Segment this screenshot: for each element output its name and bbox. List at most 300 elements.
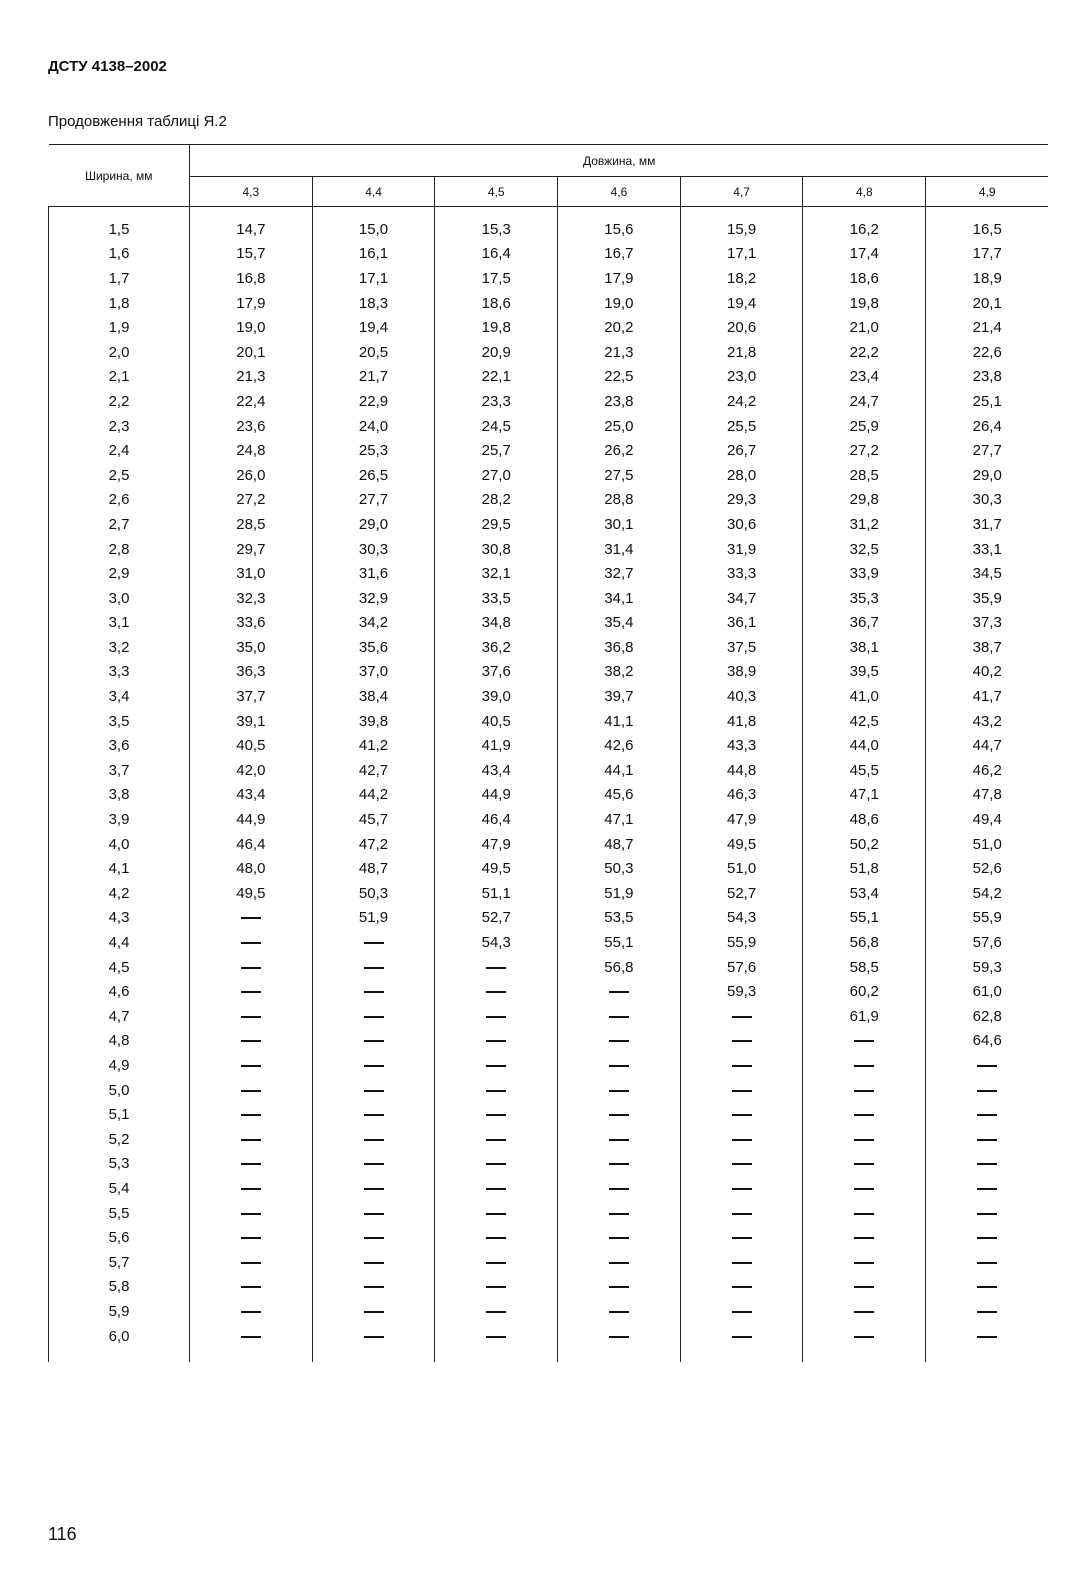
empty-cell <box>680 1102 803 1127</box>
document-code: ДСТУ 4138–2002 <box>48 58 167 75</box>
width-cell: 3,0 <box>49 586 190 611</box>
table-row <box>49 242 1049 267</box>
value-cell: 39,1 <box>190 709 313 734</box>
table-row <box>49 315 1049 340</box>
value-cell: 49,4 <box>972 811 1002 829</box>
value-cell: 21,8 <box>680 340 803 365</box>
dash-mark <box>364 1188 384 1190</box>
value-cell: 46,4 <box>435 807 558 832</box>
value-cell: 41,8 <box>680 709 803 734</box>
value-cell: 24,7 <box>803 389 926 414</box>
length-column-header: Довжина, мм <box>190 145 1049 177</box>
value-cell: 36,1 <box>680 611 803 636</box>
value-cell: 34,2 <box>312 611 435 636</box>
value-cell: 16,4 <box>435 242 558 267</box>
dash-mark <box>364 942 384 944</box>
value-cell: 28,5 <box>190 512 313 537</box>
value-cell: 55,9 <box>972 909 1002 927</box>
empty-cell <box>190 1250 313 1275</box>
dash-mark <box>854 1311 874 1313</box>
empty-cell <box>926 1102 1049 1127</box>
empty-cell <box>190 1004 313 1029</box>
value-cell: 28,8 <box>558 488 681 513</box>
dash-mark <box>364 1262 384 1264</box>
empty-cell <box>558 1152 681 1177</box>
value-cell: 30,3 <box>312 537 435 562</box>
table-row <box>49 1004 1049 1029</box>
table-row <box>49 635 1049 660</box>
empty-cell <box>190 1225 313 1250</box>
value-cell: 22,1 <box>435 365 558 390</box>
dash-mark <box>364 1336 384 1338</box>
dash-mark <box>241 1090 261 1092</box>
dash-mark <box>609 1040 629 1042</box>
value-cell: 62,8 <box>972 1007 1002 1025</box>
empty-cell <box>435 1201 558 1226</box>
dash-mark <box>241 1139 261 1141</box>
value-cell: 15,7 <box>190 242 313 267</box>
value-cell: 24,5 <box>435 414 558 439</box>
value-cell: 39,7 <box>558 684 681 709</box>
table-row <box>49 979 1049 1004</box>
dash-mark <box>364 967 384 969</box>
value-cell: 19,4 <box>680 291 803 316</box>
dash-mark <box>977 1213 997 1215</box>
dash-mark <box>977 1188 997 1190</box>
table-row <box>49 807 1049 832</box>
value-cell: 19,4 <box>312 315 435 340</box>
empty-cell <box>803 1201 926 1226</box>
empty-cell <box>312 1029 435 1054</box>
value-cell: 26,5 <box>312 463 435 488</box>
padding-cell <box>558 1348 681 1362</box>
width-cell: 4,5 <box>49 955 190 980</box>
value-cell: 39,8 <box>312 709 435 734</box>
empty-cell <box>190 1102 313 1127</box>
empty-cell <box>558 1299 681 1324</box>
empty-cell <box>558 1004 681 1029</box>
value-cell: 48,6 <box>803 807 926 832</box>
value-cell: 20,6 <box>680 315 803 340</box>
value-cell: 35,6 <box>312 635 435 660</box>
value-cell: 37,5 <box>680 635 803 660</box>
table-row <box>49 1299 1049 1324</box>
table-row <box>49 463 1049 488</box>
dash-mark <box>609 1237 629 1239</box>
value-cell: 49,5 <box>680 832 803 857</box>
value-cell: 45,7 <box>312 807 435 832</box>
width-cell: 5,1 <box>49 1102 190 1127</box>
empty-cell <box>312 1299 435 1324</box>
value-cell: 34,8 <box>435 611 558 636</box>
empty-cell <box>190 930 313 955</box>
value-cell: 22,4 <box>190 389 313 414</box>
value-cell: 46,4 <box>190 832 313 857</box>
value-cell: 22,6 <box>972 343 1002 361</box>
dash-mark <box>364 1040 384 1042</box>
empty-cell <box>926 1127 1049 1152</box>
table-row <box>49 611 1049 636</box>
value-cell: 53,5 <box>558 906 681 931</box>
value-cell: 18,6 <box>435 291 558 316</box>
width-cell: 1,6 <box>49 242 190 267</box>
empty-cell <box>680 1127 803 1152</box>
empty-cell <box>312 1275 435 1300</box>
width-cell: 2,2 <box>49 389 190 414</box>
value-cell: 44,1 <box>558 758 681 783</box>
empty-cell <box>680 1078 803 1103</box>
dash-mark <box>732 1040 752 1042</box>
dash-mark <box>486 967 506 969</box>
value-cell: 34,1 <box>558 586 681 611</box>
value-cell: 51,1 <box>435 881 558 906</box>
value-cell: 33,5 <box>435 586 558 611</box>
value-cell: 21,0 <box>803 315 926 340</box>
dash-mark <box>854 1065 874 1067</box>
value-cell: 27,5 <box>558 463 681 488</box>
value-cell: 39,5 <box>803 660 926 685</box>
value-cell: 29,0 <box>312 512 435 537</box>
value-cell: 48,7 <box>558 832 681 857</box>
empty-cell <box>435 1275 558 1300</box>
value-cell: 51,8 <box>803 856 926 881</box>
table-row <box>49 561 1049 586</box>
value-cell: 44,9 <box>435 783 558 808</box>
value-cell: 28,5 <box>803 463 926 488</box>
empty-cell <box>926 1225 1049 1250</box>
value-cell: 51,0 <box>680 856 803 881</box>
value-cell: 50,3 <box>558 856 681 881</box>
value-cell: 38,9 <box>680 660 803 685</box>
empty-cell <box>190 906 313 931</box>
dash-mark <box>854 1262 874 1264</box>
dash-mark <box>241 917 261 919</box>
empty-cell <box>312 979 435 1004</box>
value-cell: 55,9 <box>680 930 803 955</box>
empty-cell <box>558 1029 681 1054</box>
width-cell: 4,7 <box>49 1004 190 1029</box>
width-cell: 5,3 <box>49 1152 190 1177</box>
empty-cell <box>312 1053 435 1078</box>
empty-cell <box>312 1250 435 1275</box>
empty-cell <box>926 1201 1049 1226</box>
value-cell: 31,6 <box>312 561 435 586</box>
dash-mark <box>241 1163 261 1165</box>
dash-mark <box>486 1139 506 1141</box>
empty-cell <box>680 1152 803 1177</box>
value-cell: 18,2 <box>680 266 803 291</box>
dash-mark <box>732 1336 752 1338</box>
value-cell: 41,7 <box>972 688 1002 706</box>
empty-cell <box>680 1029 803 1054</box>
value-cell: 54,3 <box>680 906 803 931</box>
dash-mark <box>241 1016 261 1018</box>
dash-mark <box>364 1213 384 1215</box>
empty-cell <box>190 1324 313 1349</box>
value-cell: 52,6 <box>972 860 1002 878</box>
value-cell: 44,9 <box>190 807 313 832</box>
value-cell: 57,6 <box>972 934 1002 952</box>
value-cell: 27,2 <box>190 488 313 513</box>
empty-cell <box>680 1324 803 1349</box>
table-caption: Продовження таблиці Я.2 <box>48 113 227 130</box>
dash-mark <box>241 1237 261 1239</box>
value-cell: 35,9 <box>972 589 1002 607</box>
value-cell: 24,2 <box>680 389 803 414</box>
width-cell: 1,5 <box>49 207 190 242</box>
value-cell: 18,3 <box>312 291 435 316</box>
width-cell: 2,5 <box>49 463 190 488</box>
dash-mark <box>486 991 506 993</box>
value-cell: 23,3 <box>435 389 558 414</box>
value-cell: 31,2 <box>803 512 926 537</box>
dash-mark <box>732 1139 752 1141</box>
empty-cell <box>680 1250 803 1275</box>
empty-cell <box>190 1275 313 1300</box>
empty-cell <box>190 1201 313 1226</box>
dash-mark <box>977 1336 997 1338</box>
table-row <box>49 586 1049 611</box>
table-row <box>49 733 1049 758</box>
dash-mark <box>241 1286 261 1288</box>
table-row <box>49 1152 1049 1177</box>
empty-cell <box>435 1250 558 1275</box>
value-cell: 36,7 <box>803 611 926 636</box>
length-header-cell: 4,3 <box>190 177 313 207</box>
table-row <box>49 1053 1049 1078</box>
value-cell: 44,8 <box>680 758 803 783</box>
value-cell: 32,5 <box>803 537 926 562</box>
table-row <box>49 207 1049 242</box>
dash-mark <box>364 1163 384 1165</box>
length-header-cell: 4,6 <box>558 177 681 207</box>
value-cell: 29,3 <box>680 488 803 513</box>
value-cell: 40,5 <box>190 733 313 758</box>
dash-mark <box>609 1090 629 1092</box>
dash-mark <box>977 1114 997 1116</box>
value-cell: 30,6 <box>680 512 803 537</box>
value-cell: 47,1 <box>803 783 926 808</box>
dash-mark <box>854 1040 874 1042</box>
value-cell: 58,5 <box>803 955 926 980</box>
value-cell: 36,8 <box>558 635 681 660</box>
value-cell: 28,2 <box>435 488 558 513</box>
value-cell: 52,7 <box>680 881 803 906</box>
value-cell: 51,9 <box>558 881 681 906</box>
table-row <box>49 488 1049 513</box>
value-cell: 19,8 <box>435 315 558 340</box>
value-cell: 25,3 <box>312 438 435 463</box>
value-cell: 47,9 <box>680 807 803 832</box>
value-cell: 40,2 <box>972 663 1002 681</box>
table-row <box>49 1127 1049 1152</box>
dash-mark <box>732 1016 752 1018</box>
length-header-cell: 4,9 <box>926 177 1049 207</box>
dash-mark <box>241 1188 261 1190</box>
value-cell: 37,0 <box>312 660 435 685</box>
dash-mark <box>977 1163 997 1165</box>
value-cell: 50,3 <box>312 881 435 906</box>
width-cell: 4,1 <box>49 856 190 881</box>
value-cell: 41,9 <box>435 733 558 758</box>
width-cell: 4,6 <box>49 979 190 1004</box>
table-row <box>49 389 1049 414</box>
dash-mark <box>977 1237 997 1239</box>
dash-mark <box>486 1163 506 1165</box>
dash-mark <box>486 1016 506 1018</box>
empty-cell <box>926 1299 1049 1324</box>
dash-mark <box>609 1336 629 1338</box>
empty-cell <box>926 1324 1049 1349</box>
empty-cell <box>435 1078 558 1103</box>
value-cell: 32,1 <box>435 561 558 586</box>
width-cell: 3,2 <box>49 635 190 660</box>
value-cell: 38,7 <box>972 638 1002 656</box>
dash-mark <box>732 1237 752 1239</box>
dash-mark <box>486 1286 506 1288</box>
padding-cell <box>312 1348 435 1362</box>
dash-mark <box>609 991 629 993</box>
value-cell: 25,5 <box>680 414 803 439</box>
value-cell: 48,0 <box>190 856 313 881</box>
table-row <box>49 1250 1049 1275</box>
value-cell: 47,8 <box>972 786 1002 804</box>
value-cell: 22,5 <box>558 365 681 390</box>
dash-mark <box>609 1065 629 1067</box>
width-cell: 5,5 <box>49 1201 190 1226</box>
padding-cell <box>926 1348 1049 1362</box>
value-cell: 36,2 <box>435 635 558 660</box>
dash-mark <box>486 1237 506 1239</box>
dash-mark <box>241 1262 261 1264</box>
dash-mark <box>609 1286 629 1288</box>
width-cell: 5,8 <box>49 1275 190 1300</box>
dash-mark <box>854 1188 874 1190</box>
dash-mark <box>854 1213 874 1215</box>
value-cell: 55,1 <box>558 930 681 955</box>
value-cell: 41,1 <box>558 709 681 734</box>
value-cell: 48,7 <box>312 856 435 881</box>
value-cell: 56,8 <box>558 955 681 980</box>
value-cell: 23,4 <box>803 365 926 390</box>
page-number: 116 <box>48 1524 77 1544</box>
length-header-cell: 4,7 <box>680 177 803 207</box>
dash-mark <box>732 1262 752 1264</box>
dash-mark <box>241 1065 261 1067</box>
empty-cell <box>312 1102 435 1127</box>
empty-cell <box>803 1324 926 1349</box>
value-cell: 17,5 <box>435 266 558 291</box>
value-cell: 41,2 <box>312 733 435 758</box>
dash-mark <box>364 1237 384 1239</box>
empty-cell <box>558 1102 681 1127</box>
value-cell: 31,0 <box>190 561 313 586</box>
dash-mark <box>486 1114 506 1116</box>
empty-cell <box>312 1127 435 1152</box>
value-cell: 33,6 <box>190 611 313 636</box>
table-row <box>49 414 1049 439</box>
value-cell: 24,8 <box>190 438 313 463</box>
empty-cell <box>680 1176 803 1201</box>
value-cell: 18,6 <box>803 266 926 291</box>
width-cell: 2,9 <box>49 561 190 586</box>
padding-cell <box>49 1348 190 1362</box>
dash-mark <box>241 1040 261 1042</box>
width-cell: 4,4 <box>49 930 190 955</box>
width-cell: 5,0 <box>49 1078 190 1103</box>
value-cell: 30,3 <box>972 491 1002 509</box>
width-cell: 6,0 <box>49 1324 190 1349</box>
value-cell: 42,0 <box>190 758 313 783</box>
table-row <box>49 291 1049 316</box>
dash-mark <box>609 1188 629 1190</box>
value-cell: 35,4 <box>558 611 681 636</box>
empty-cell <box>680 1275 803 1300</box>
empty-cell <box>558 979 681 1004</box>
value-cell: 57,6 <box>680 955 803 980</box>
value-cell: 15,6 <box>558 207 681 242</box>
table-row <box>49 660 1049 685</box>
table-row <box>49 1275 1049 1300</box>
value-cell: 34,5 <box>972 565 1002 583</box>
dash-mark <box>732 1163 752 1165</box>
value-cell: 24,0 <box>312 414 435 439</box>
table-row <box>49 856 1049 881</box>
dash-mark <box>241 1336 261 1338</box>
value-cell: 45,6 <box>558 783 681 808</box>
length-header-cell: 4,5 <box>435 177 558 207</box>
value-cell: 17,7 <box>972 245 1002 263</box>
empty-cell <box>435 1127 558 1152</box>
width-cell: 2,8 <box>49 537 190 562</box>
empty-cell <box>558 1053 681 1078</box>
value-cell: 22,2 <box>803 340 926 365</box>
width-cell: 5,6 <box>49 1225 190 1250</box>
width-cell: 4,9 <box>49 1053 190 1078</box>
table-row <box>49 1324 1049 1349</box>
empty-cell <box>803 1053 926 1078</box>
value-cell: 27,2 <box>803 438 926 463</box>
value-cell: 16,2 <box>803 207 926 242</box>
dash-mark <box>241 967 261 969</box>
value-cell: 26,7 <box>680 438 803 463</box>
value-cell: 16,5 <box>972 220 1002 238</box>
value-cell: 38,1 <box>803 635 926 660</box>
dash-mark <box>364 1016 384 1018</box>
table-row <box>49 1078 1049 1103</box>
value-cell: 35,3 <box>803 586 926 611</box>
empty-cell <box>803 1176 926 1201</box>
value-cell: 52,7 <box>435 906 558 931</box>
value-cell: 38,4 <box>312 684 435 709</box>
table-row <box>49 1201 1049 1226</box>
empty-cell <box>190 1053 313 1078</box>
value-cell: 30,8 <box>435 537 558 562</box>
value-cell: 40,3 <box>680 684 803 709</box>
width-cell: 2,7 <box>49 512 190 537</box>
table-row <box>49 512 1049 537</box>
empty-cell <box>312 1225 435 1250</box>
dash-mark <box>732 1311 752 1313</box>
table-row <box>49 684 1049 709</box>
value-cell: 33,9 <box>803 561 926 586</box>
empty-cell <box>312 1201 435 1226</box>
empty-cell <box>680 1053 803 1078</box>
width-cell: 3,1 <box>49 611 190 636</box>
empty-cell <box>190 979 313 1004</box>
value-cell: 29,8 <box>803 488 926 513</box>
value-cell: 51,9 <box>312 906 435 931</box>
